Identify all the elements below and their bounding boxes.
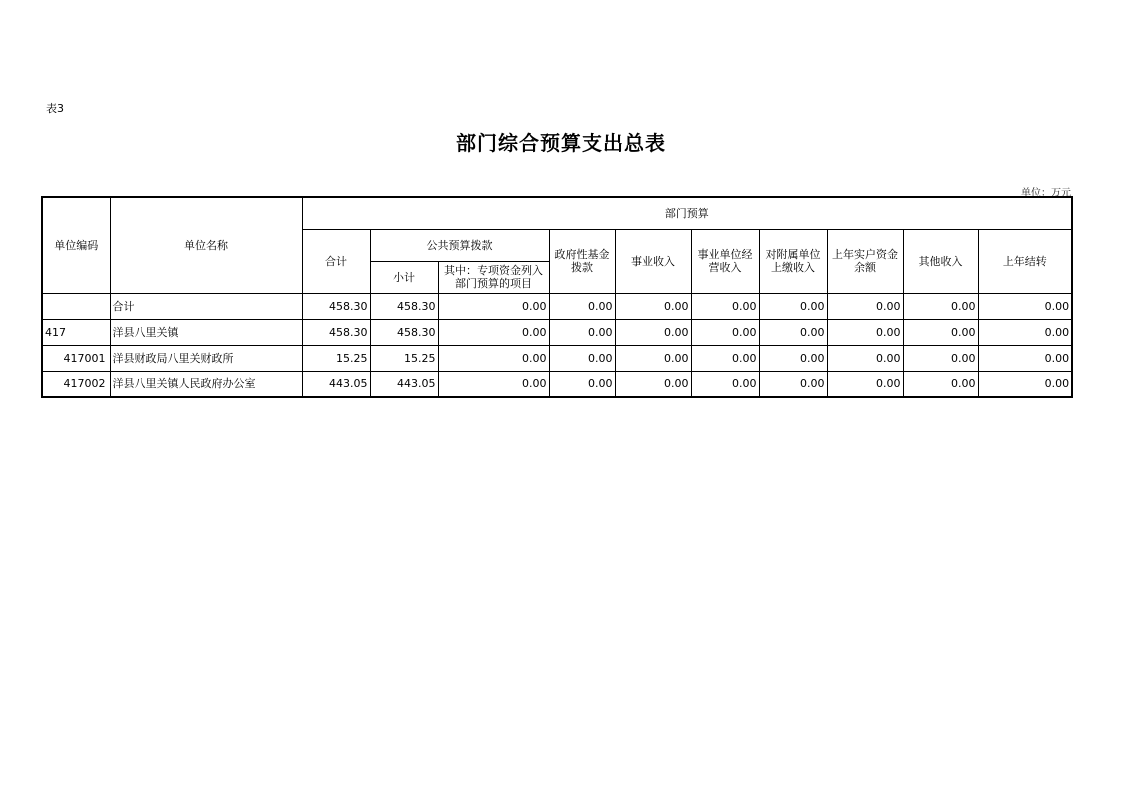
- cell-operating-income: 0.00: [691, 319, 759, 345]
- header-unit-code: 单位编码: [42, 197, 110, 293]
- header-carryover: 上年结转: [978, 229, 1072, 293]
- header-gov-fund: 政府性基金拨款: [549, 229, 615, 293]
- cell-subordinate-income: 0.00: [759, 293, 827, 319]
- cell-name: 洋县八里关镇人民政府办公室: [110, 371, 302, 397]
- cell-total: 458.30: [302, 319, 370, 345]
- cell-subtotal: 443.05: [370, 371, 438, 397]
- cell-gov-fund: 0.00: [549, 371, 615, 397]
- cell-business-income: 0.00: [615, 371, 691, 397]
- table-row: [42, 371, 1072, 397]
- cell-name: 洋县八里关镇: [110, 319, 302, 345]
- cell-other-income: 0.00: [903, 293, 978, 319]
- header-balance: 上年实户资金余额: [827, 229, 903, 293]
- header-dept-budget: 部门预算: [302, 197, 1072, 229]
- cell-subordinate-income: 0.00: [759, 371, 827, 397]
- cell-balance: 0.00: [827, 345, 903, 371]
- table-row-total: [42, 293, 1072, 319]
- cell-total: 15.25: [302, 345, 370, 371]
- cell-name: 合计: [110, 293, 302, 319]
- cell-special-fund: 0.00: [438, 345, 549, 371]
- cell-balance: 0.00: [827, 371, 903, 397]
- header-public-budget: 公共预算拨款: [370, 229, 549, 261]
- cell-total: 443.05: [302, 371, 370, 397]
- cell-business-income: 0.00: [615, 319, 691, 345]
- header-business-income: 事业收入: [615, 229, 691, 293]
- cell-carryover: 0.00: [978, 371, 1072, 397]
- cell-code: 417002: [42, 371, 110, 397]
- header-unit-name: 单位名称: [110, 197, 302, 293]
- cell-gov-fund: 0.00: [549, 293, 615, 319]
- header-other-income: 其他收入: [903, 229, 978, 293]
- cell-carryover: 0.00: [978, 345, 1072, 371]
- cell-business-income: 0.00: [615, 293, 691, 319]
- page-title: 部门综合预算支出总表: [456, 131, 666, 155]
- cell-name: 洋县财政局八里关财政所: [110, 345, 302, 371]
- cell-other-income: 0.00: [903, 319, 978, 345]
- cell-subtotal: 458.30: [370, 293, 438, 319]
- table-number: 表3: [46, 102, 64, 115]
- cell-balance: 0.00: [827, 319, 903, 345]
- cell-other-income: 0.00: [903, 371, 978, 397]
- header-total: 合计: [302, 229, 370, 293]
- cell-special-fund: 0.00: [438, 293, 549, 319]
- cell-code: 417001: [42, 345, 110, 371]
- cell-code: 417: [42, 319, 110, 345]
- cell-carryover: 0.00: [978, 319, 1072, 345]
- cell-gov-fund: 0.00: [549, 319, 615, 345]
- header-operating-income: 事业单位经营收入: [691, 229, 759, 293]
- header-subtotal: 小计: [370, 261, 438, 293]
- cell-operating-income: 0.00: [691, 293, 759, 319]
- header-subordinate-income: 对附属单位上缴收入: [759, 229, 827, 293]
- cell-special-fund: 0.00: [438, 319, 549, 345]
- cell-gov-fund: 0.00: [549, 345, 615, 371]
- cell-subordinate-income: 0.00: [759, 345, 827, 371]
- cell-other-income: 0.00: [903, 345, 978, 371]
- cell-carryover: 0.00: [978, 293, 1072, 319]
- cell-subtotal: 458.30: [370, 319, 438, 345]
- cell-business-income: 0.00: [615, 345, 691, 371]
- cell-code: [42, 293, 110, 319]
- cell-subordinate-income: 0.00: [759, 319, 827, 345]
- cell-total: 458.30: [302, 293, 370, 319]
- table-row: [42, 319, 1072, 345]
- cell-operating-income: 0.00: [691, 371, 759, 397]
- cell-operating-income: 0.00: [691, 345, 759, 371]
- cell-subtotal: 15.25: [370, 345, 438, 371]
- cell-balance: 0.00: [827, 293, 903, 319]
- cell-special-fund: 0.00: [438, 371, 549, 397]
- budget-expenditure-table: [41, 196, 1073, 398]
- table-row: [42, 345, 1072, 371]
- unit-label: 单位：万元: [1021, 188, 1071, 199]
- header-special-fund: 其中：专项资金列入部门预算的项目: [438, 261, 549, 293]
